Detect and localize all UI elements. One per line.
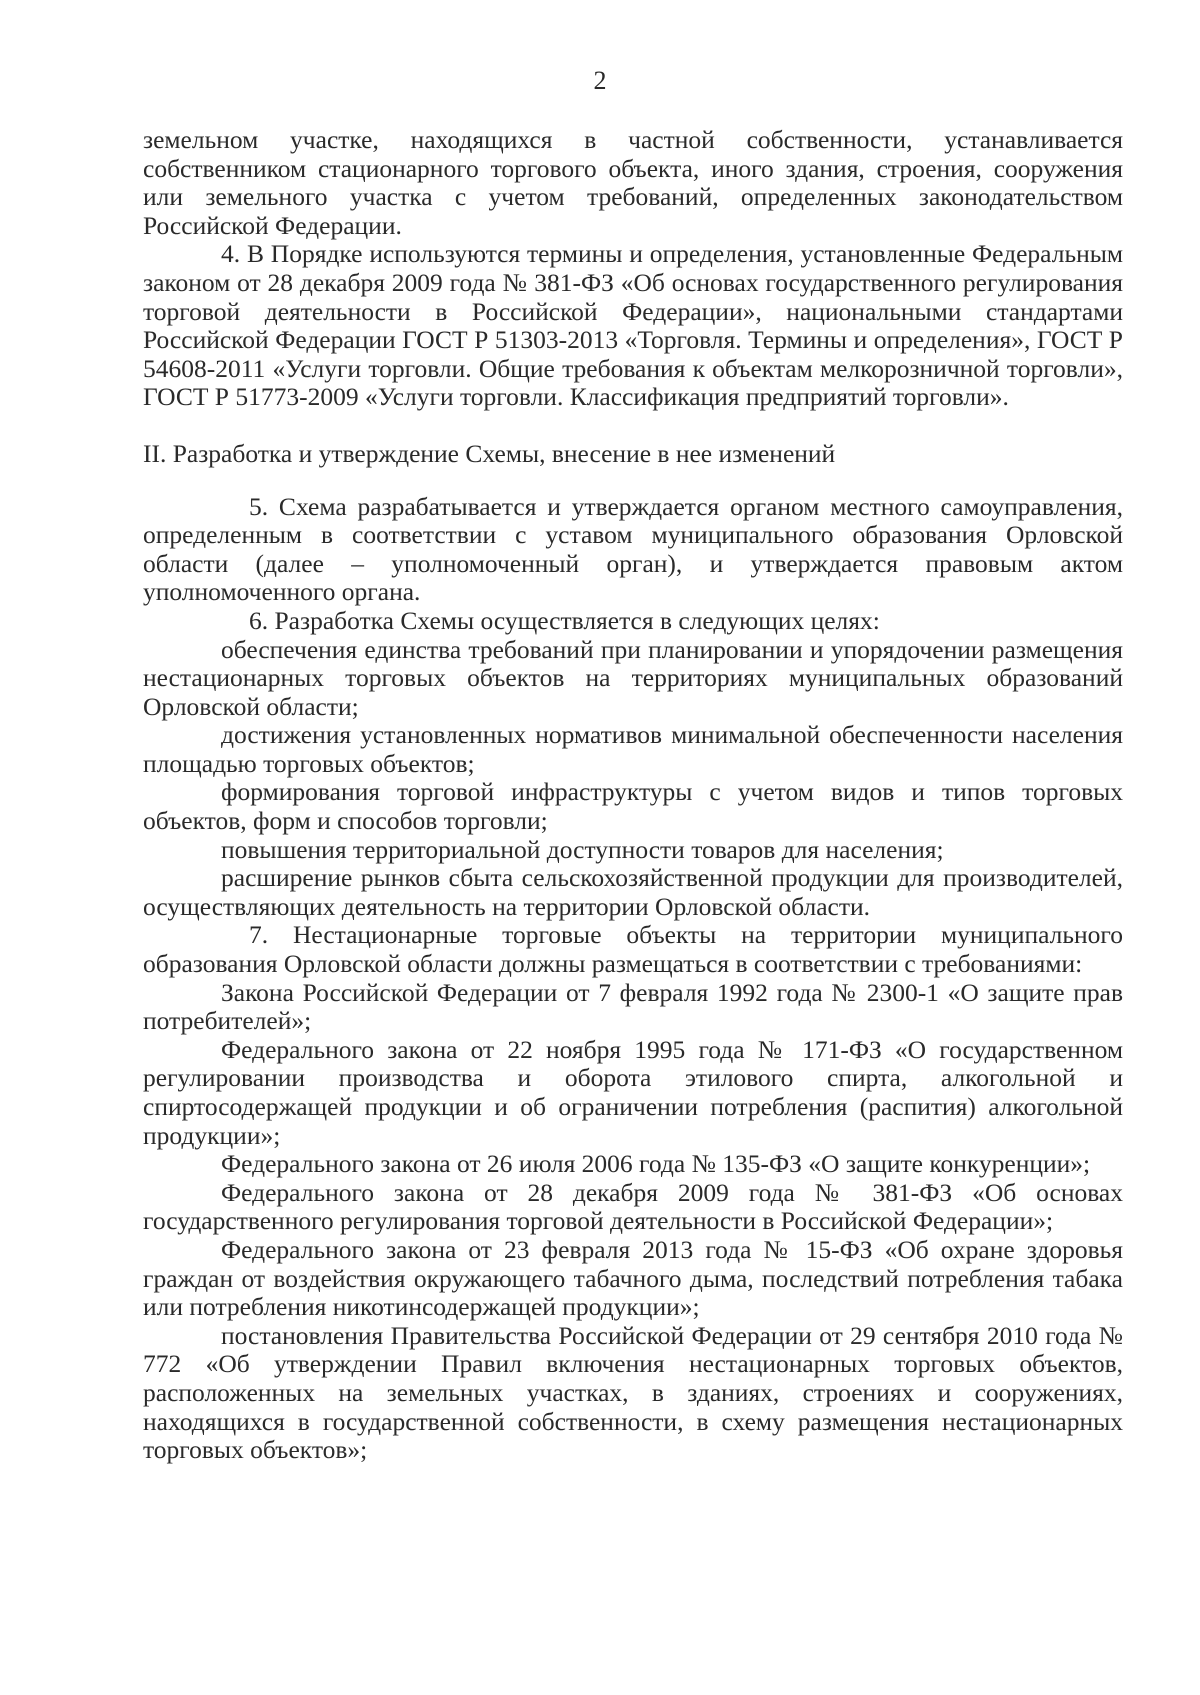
list-item: формирования торговой инфраструктуры с учетом видов и типов торговых объектов, форм и способов торговли; bbox=[143, 777, 1123, 836]
list-item: Федерального закона от 28 декабря 2009 года № 381-ФЗ «Об основах государственного регулирования торговой деятельности в Российской Федерации»; bbox=[143, 1177, 1123, 1236]
document-body bbox=[143, 126, 1123, 1465]
page-number: 2 bbox=[593, 66, 607, 95]
list-item: Закона Российской Федерации от 7 февраля 1992 года № 2300-1 «О защите прав потребителей»; bbox=[143, 977, 1123, 1036]
paragraph-item-6: 6. Разработка Схемы осуществляется в следующих целях: bbox=[249, 605, 880, 635]
section-heading: II. Разработка и утверждение Схемы, внесение в нее изменений bbox=[143, 438, 836, 468]
paragraph-item-7: 7. Нестационарные торговые объекты на территории муниципального образования Орловской области должны размещаться в соответствии с требованиями: bbox=[143, 920, 1123, 979]
list-item: Федерального закона от 22 ноября 1995 года № 171-ФЗ «О государственном регулировании производства и оборота этилового спирта, алкогольной и спиртосодержащей продукции и об ограничении потребления (распития) алкогольной продукции»; bbox=[143, 1034, 1123, 1150]
list-item: обеспечения единства требований при планировании и упорядочении размещения нестационарных торговых объектов на территориях муниципальных образований Орловской области; bbox=[143, 634, 1123, 721]
list-item: достижения установленных нормативов минимальной обеспеченности населения площадью торговых объектов; bbox=[143, 720, 1123, 778]
list-item: повышения территориальной доступности товаров для населения; bbox=[221, 834, 944, 864]
list-item: расширение рынков сбыта сельскохозяйственной продукции для производителей, осуществляющих деятельность на территории Орловской области. bbox=[143, 863, 1123, 921]
paragraph-item-5: 5. Схема разрабатывается и утверждается органом местного самоуправления, определенным в соответствии с уставом муниципального образования Орловской области (далее – уполномоченный орган), и утверждается правовым актом уполномоченного органа. bbox=[143, 491, 1123, 607]
paragraph-item-4: 4. В Порядке используются термины и определения, установленные Федеральным законом от 28 декабря 2009 года № 381-ФЗ «Об основах государственного регулирования торговой деятельности в Российской Федерации», национальными стандартами Российской Федерации ГОСТ Р 51303-2013 «Торговля. Термины и определения», ГОСТ Р 54608-2011 «Услуги торговли. Общие требования к объектам мелкорозничной торговли», ГОСТ Р 51773-2009 «Услуги торговли. Классификация предприятий торговли». bbox=[143, 239, 1123, 412]
list-item: постановления Правительства Российской Федерации от 29 сентября 2010 года № 772 «Об утверждении Правил включения нестационарных торговых объектов, расположенных на земельных участках, в зданиях, строениях и сооружениях, находящихся в государственной собственности, в схему размещения нестационарных торговых объектов»; bbox=[143, 1320, 1123, 1465]
list-item: Федерального закона от 26 июля 2006 года № 135-ФЗ «О защите конкуренции»; bbox=[221, 1149, 1091, 1179]
paragraph-continuation: земельном участке, находящихся в частной собственности, устанавливается собственником стационарного торгового объекта, иного здания, строения, сооружения или земельного участка с учетом требований, определенных законодательством Российской Федерации. bbox=[143, 125, 1123, 240]
list-item: Федерального закона от 23 февраля 2013 года № 15-ФЗ «Об охране здоровья граждан от воздействия окружающего табачного дыма, последствий потребления табака или потребления никотинсодержащей продукции»; bbox=[143, 1234, 1123, 1322]
